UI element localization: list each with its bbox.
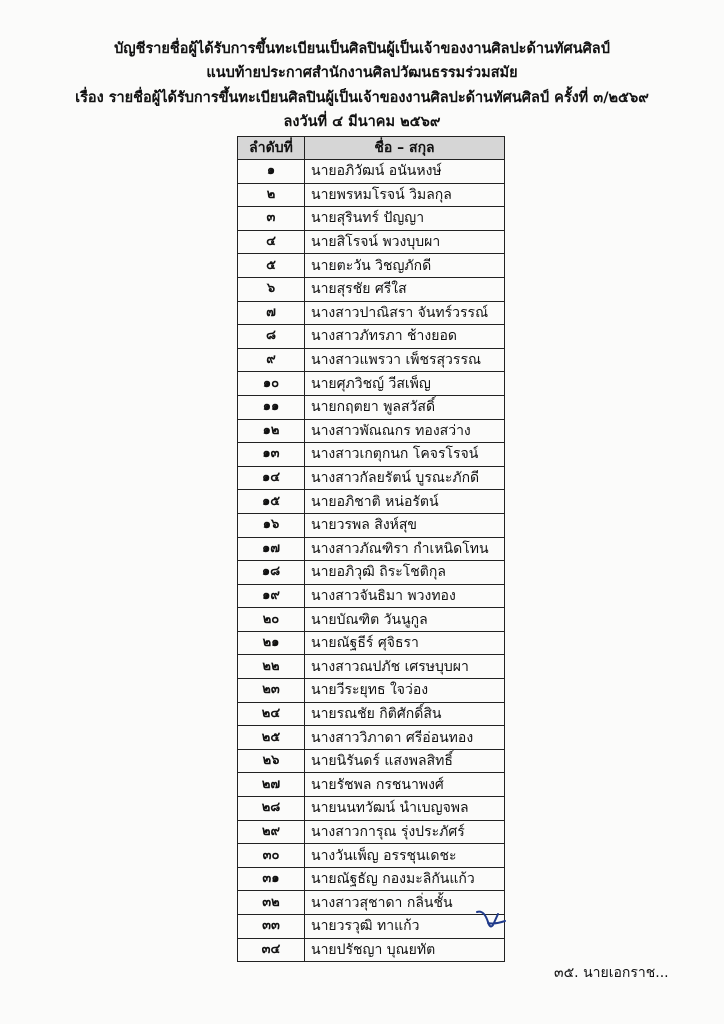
- row-number: ๑๙: [238, 584, 305, 608]
- table-row: [238, 773, 505, 797]
- table-row: [238, 679, 505, 703]
- table-row: [238, 443, 505, 467]
- row-number: ๓๓: [238, 915, 305, 939]
- row-full-name: นายสิโรจน์ พวงบุบผา: [305, 230, 505, 254]
- row-number: ๙: [238, 348, 305, 372]
- row-number: ๖: [238, 277, 305, 301]
- row-number: ๒๖: [238, 749, 305, 773]
- document-subject: เรื่อง รายชื่อผู้ได้รับการขึ้นทะเบียนศิลปินผู้เป็นเจ้าของงานศิลปะด้านทัศนศิลป์ ครั้งที่ ๓/๒๕๖๙: [75, 90, 649, 106]
- row-full-name: นางสาวแพรวา เพ็ชรสุวรรณ: [305, 348, 505, 372]
- row-full-name: นายรณชัย กิติศักดิ์สิน: [305, 702, 505, 726]
- row-number: ๒๙: [238, 820, 305, 844]
- row-number: ๒: [238, 183, 305, 207]
- table-row: [238, 820, 505, 844]
- row-number: ๑๔: [238, 466, 305, 490]
- row-number: ๑๑: [238, 395, 305, 419]
- table-row: [238, 844, 505, 868]
- row-full-name: นางสาวสุชาดา กลิ่นชั้น: [305, 891, 505, 915]
- row-number: ๕: [238, 254, 305, 278]
- table-row: [238, 915, 505, 939]
- table-row: [238, 631, 505, 655]
- row-full-name: นายกฤตยา พูลสวัสดิ์: [305, 395, 505, 419]
- table-row: [238, 395, 505, 419]
- row-full-name: นายณัฐธัญ กองมะลิกันแก้ว: [305, 867, 505, 891]
- table-row: [238, 372, 505, 396]
- row-full-name: นางสาวกัลยรัตน์ บูรณะภักดี: [305, 466, 505, 490]
- row-number: ๒๔: [238, 702, 305, 726]
- table-row: [238, 325, 505, 349]
- row-full-name: นางวันเพ็ญ อรรชุนเดชะ: [305, 844, 505, 868]
- signature-mark-icon: [474, 906, 508, 932]
- table-row: [238, 513, 505, 537]
- row-number: ๑๕: [238, 490, 305, 514]
- row-full-name: นางสาวพัณณกร ทองสว่าง: [305, 419, 505, 443]
- row-full-name: นางสาวปาณิสรา จันทร์วรรณ์: [305, 301, 505, 325]
- row-number: ๗: [238, 301, 305, 325]
- row-number: ๑๓: [238, 443, 305, 467]
- table-row: [238, 797, 505, 821]
- table-row: [238, 749, 505, 773]
- row-number: ๑๐: [238, 372, 305, 396]
- table-row: [238, 183, 505, 207]
- table-row: [238, 584, 505, 608]
- table-row: [238, 160, 505, 184]
- row-number: ๓๑: [238, 867, 305, 891]
- row-full-name: นางสาวเกตุกนก โคจรโรจน์: [305, 443, 505, 467]
- row-full-name: นายอภิวุฒิ ถิระโชติกุล: [305, 561, 505, 585]
- row-full-name: นายสุรชัย ศรีใส: [305, 277, 505, 301]
- row-full-name: นางสาวภัณฑิรา กำเหนิดโทน: [305, 537, 505, 561]
- row-full-name: นายรัชพล กรชนาพงศ์: [305, 773, 505, 797]
- row-full-name: นายบัณฑิต วันนูกูล: [305, 608, 505, 632]
- row-full-name: นายณัฐธีร์ ศุจิธรา: [305, 631, 505, 655]
- table-row: [238, 561, 505, 585]
- table-row: [238, 277, 505, 301]
- document-title: บัญชีรายชื่อผู้ได้รับการขึ้นทะเบียนเป็นศิลปินผู้เป็นเจ้าของงานศิลปะด้านทัศนศิลป์: [114, 41, 610, 57]
- row-number: ๔: [238, 230, 305, 254]
- row-full-name: นายปรัชญา บุณยทัต: [305, 938, 505, 962]
- row-number: ๑๒: [238, 419, 305, 443]
- table-row: [238, 867, 505, 891]
- table-row: [238, 938, 505, 962]
- row-number: ๑: [238, 160, 305, 184]
- row-full-name: นายวรวุฒิ ทาแก้ว: [305, 915, 505, 939]
- table-row: [238, 466, 505, 490]
- row-full-name: นายตะวัน วิชญภักดี: [305, 254, 505, 278]
- table-row: [238, 891, 505, 915]
- row-full-name: นายวีระยุทธ ใจว่อง: [305, 679, 505, 703]
- row-number: ๑๗: [238, 537, 305, 561]
- document-date: ลงวันที่ ๔ มีนาคม ๒๕๖๙: [283, 114, 441, 130]
- document-attachment-note: แนบท้ายประกาศสำนักงานศิลปวัฒนธรรมร่วมสมัย: [206, 65, 518, 81]
- row-full-name: นางสาวการุณ รุ่งประภัศร์: [305, 820, 505, 844]
- table-body: [238, 160, 505, 962]
- table-row: [238, 655, 505, 679]
- table-row: [238, 537, 505, 561]
- table-row: [238, 348, 505, 372]
- row-number: ๓: [238, 207, 305, 231]
- row-full-name: นายวรพล สิงห์สุข: [305, 513, 505, 537]
- registrant-table: [237, 136, 505, 962]
- row-number: ๑๖: [238, 513, 305, 537]
- row-number: ๓๐: [238, 844, 305, 868]
- continuation-note: ๓๕. นายเอกราช...: [554, 965, 669, 981]
- table-row: [238, 490, 505, 514]
- row-number: ๒๒: [238, 655, 305, 679]
- row-full-name: นายสุรินทร์ ปัญญา: [305, 207, 505, 231]
- table-row: [238, 207, 505, 231]
- table-row: [238, 301, 505, 325]
- row-number: ๓๒: [238, 891, 305, 915]
- table-row: [238, 419, 505, 443]
- row-number: ๓๔: [238, 938, 305, 962]
- row-full-name: นางสาววิภาดา ศรีอ่อนทอง: [305, 726, 505, 750]
- table-header-row: [238, 137, 505, 160]
- row-full-name: นายนนทวัฒน์ นำเบญจพล: [305, 797, 505, 821]
- row-number: ๒๗: [238, 773, 305, 797]
- row-number: ๒๘: [238, 797, 305, 821]
- row-full-name: นายอภิวัฒน์ อนันหงษ์: [305, 160, 505, 184]
- row-full-name: นางสาวณปภัช เศรษบุบผา: [305, 655, 505, 679]
- row-full-name: นายอภิชาติ หน่อรัตน์: [305, 490, 505, 514]
- row-full-name: นายพรหมโรจน์ วิมลกุล: [305, 183, 505, 207]
- row-full-name: นางสาวภัทรภา ช้างยอด: [305, 325, 505, 349]
- row-number: ๑๘: [238, 561, 305, 585]
- table-row: [238, 702, 505, 726]
- row-full-name: นางสาวจันธิมา พวงทอง: [305, 584, 505, 608]
- row-number: ๒๕: [238, 726, 305, 750]
- table-row: [238, 726, 505, 750]
- row-full-name: นายนิรันดร์ แสงพลสิทธิ์: [305, 749, 505, 773]
- row-number: ๒๑: [238, 631, 305, 655]
- column-header-name: ชื่อ – สกุล: [305, 137, 505, 160]
- table-row: [238, 230, 505, 254]
- row-number: ๒๓: [238, 679, 305, 703]
- column-header-number: ลำดับที่: [238, 137, 305, 160]
- table-header: [238, 137, 505, 160]
- row-number: ๘: [238, 325, 305, 349]
- table-row: [238, 254, 505, 278]
- table-row: [238, 608, 505, 632]
- row-number: ๒๐: [238, 608, 305, 632]
- row-full-name: นายศุภวิชญ์ วีสเพ็ญ: [305, 372, 505, 396]
